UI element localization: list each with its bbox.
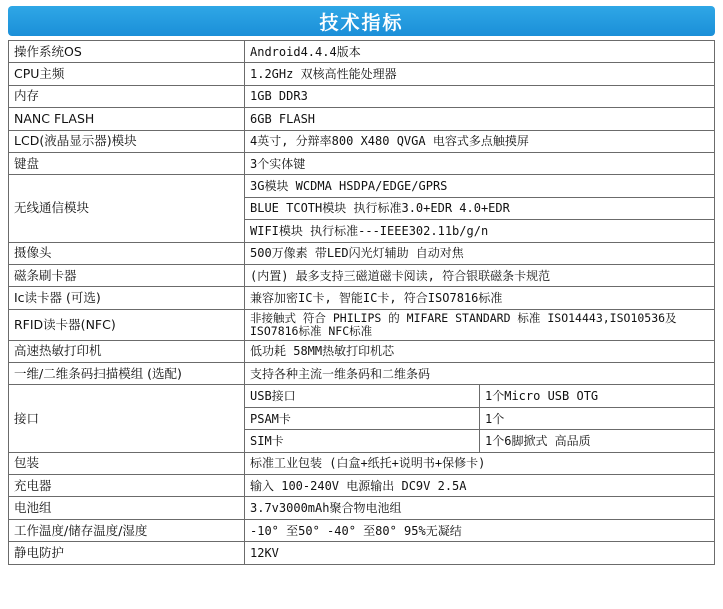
spec-row-packaging [9,452,715,474]
row-value: 3G模块 WCDMA HSDPA/EDGE/GPRS [245,175,715,197]
spec-row-lcd [9,130,715,152]
row-value: 3.7v3000mAh聚合物电池组 [245,497,715,519]
row-value: 500万像素 带LED闪光灯辅助 自动对焦 [245,242,715,264]
row-label: 无线通信模块 [9,175,245,242]
spec-row-printer [9,340,715,362]
interface-name: USB接口 [245,385,480,407]
row-label: CPU主频 [9,63,245,85]
row-label: 静电防护 [9,542,245,564]
row-label: 一维/二维条码扫描模组 (选配) [9,363,245,385]
spec-row-temperature [9,519,715,541]
row-value: 标准工业包装 (白盒+纸托+说明书+保修卡) [245,452,715,474]
row-label: Ic读卡器 (可选) [9,287,245,309]
row-value: WIFI模块 执行标准---IEEE302.11b/g/n [245,220,715,242]
row-value: 非接触式 符合 PHILIPS 的 MIFARE STANDARD 标准 ISO14443,ISO10536及ISO7816标准 NFC标准 [245,309,715,340]
row-value: 低功耗 58MM热敏打印机芯 [245,340,715,362]
interface-name: SIM卡 [245,430,480,452]
row-label: 工作温度/储存温度/湿度 [9,519,245,541]
spec-table [8,40,715,565]
spec-row-camera [9,242,715,264]
interface-value: 1个Micro USB OTG [480,385,715,407]
row-value: 3个实体键 [245,152,715,174]
spec-row-ic-card [9,287,715,309]
spec-row-cpu [9,63,715,85]
row-label: 键盘 [9,152,245,174]
row-value: -10° 至50° -40° 至80° 95%无凝结 [245,519,715,541]
spec-row-flash [9,108,715,130]
row-value: BLUE TCOTH模块 执行标准3.0+EDR 4.0+EDR [245,197,715,219]
spec-row-esd [9,542,715,564]
row-label: 接口 [9,385,245,452]
row-label: 电池组 [9,497,245,519]
row-label: LCD(液晶显示器)模块 [9,130,245,152]
interface-name: PSAM卡 [245,407,480,429]
spec-row-memory [9,85,715,107]
spec-row-battery [9,497,715,519]
row-value: 6GB FLASH [245,108,715,130]
row-label: 高速热敏打印机 [9,340,245,362]
spec-row-mag-card [9,264,715,286]
row-value: 4英寸, 分辩率800 X480 QVGA 电容式多点触摸屏 [245,130,715,152]
spec-row-os [9,41,715,63]
row-label: 内存 [9,85,245,107]
row-label: 磁条刷卡器 [9,264,245,286]
row-value: 1GB DDR3 [245,85,715,107]
row-label: RFID读卡器(NFC) [9,309,245,340]
spec-row-rfid [9,309,715,340]
row-label: 操作系统OS [9,41,245,63]
row-value: (内置) 最多支持三磁道磁卡阅读, 符合银联磁条卡规范 [245,264,715,286]
interface-value: 1个 [480,407,715,429]
row-label: NANC FLASH [9,108,245,130]
spec-row-keyboard [9,152,715,174]
row-value: 12KV [245,542,715,564]
spec-title: 技术指标 [8,6,715,36]
row-label: 摄像头 [9,242,245,264]
interface-value: 1个6脚掀式 高品质 [480,430,715,452]
row-value: 兼容加密IC卡, 智能IC卡, 符合ISO7816标准 [245,287,715,309]
spec-row-scanner [9,363,715,385]
row-value: 支持各种主流一维条码和二维条码 [245,363,715,385]
row-label: 包装 [9,452,245,474]
row-value: 输入 100-240V 电源输出 DC9V 2.5A [245,475,715,497]
row-value: Android4.4.4版本 [245,41,715,63]
spec-row-interface [9,385,715,407]
spec-row-charger [9,475,715,497]
row-label: 充电器 [9,475,245,497]
row-value: 1.2GHz 双核高性能处理器 [245,63,715,85]
spec-row-wireless [9,175,715,197]
